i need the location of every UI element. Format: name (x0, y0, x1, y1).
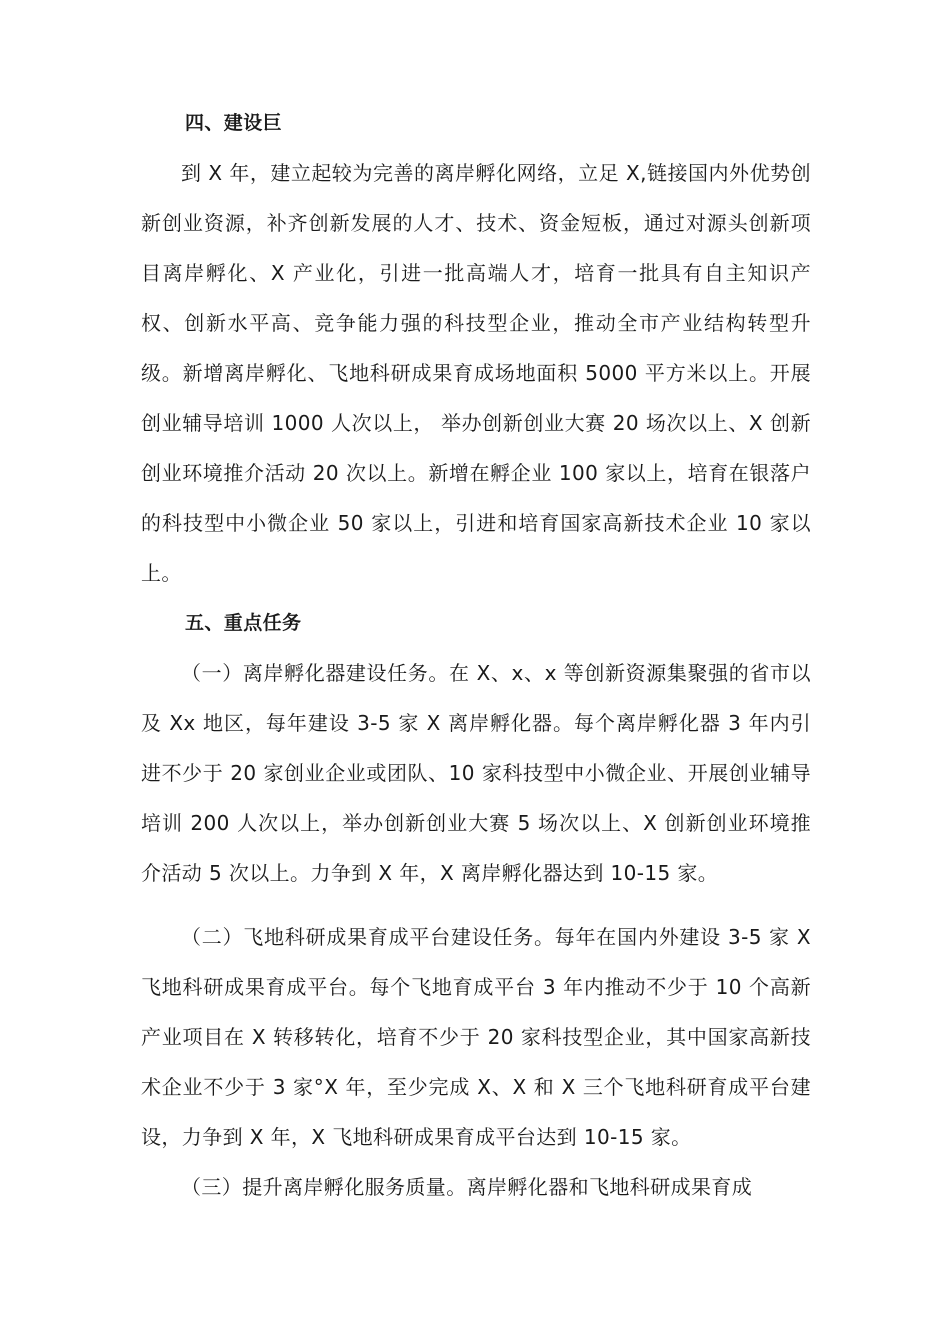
task-item-enclave-platform: （二）飞地科研成果育成平台建设任务。每年在国内外建设 3-5 家 X 飞地科研成果育成平台。每个飞地育成平台 3 年内推动不少于 10 个高新产业项目在 X 转移转化，培育不少于 20 家科技型企业，其中国家高新技术企业不少于 3 家°X 年，至少完成 X、X 和 X 三个飞地科研育成平台建设，力争到 X 年，X 飞地科研成果育成平台达到 10-15 家。 (141, 925, 811, 1149)
section-heading-construction-goals: 四、建设巨 (185, 112, 283, 134)
document-body (141, 98, 811, 1212)
section-heading-key-tasks: 五、重点任务 (185, 612, 302, 634)
section-paragraph-goals: 到 X 年，建立起较为完善的离岸孵化网络，立足 X,链接国内外优势创新创业资源，补齐创新发展的人才、技术、资金短板，通过对源头创新项目离岸孵化、X 产业化，引进一批高端人才，培育一批具有自主知识产权、创新水平高、竞争能力强的科技型企业，推动全市产业结构转型升级。新增离岸孵化、飞地科研成果育成场地面积 5000 平方米以上。开展创业辅导培训 1000 人次以上， 举办创新创业大赛 20 场次以上、X 创新创业环境推介活动 20 次以上。新增在孵企业 100 家以上，培育在银落户的科技型中小微企业 50 家以上，引进和培育国家高新技术企业 10 家以上。 (141, 161, 811, 585)
task-item-service-quality: （三）提升离岸孵化服务质量。离岸孵化器和飞地科研成果育成 (181, 1175, 753, 1199)
task-item-offshore-incubator: （一）离岸孵化器建设任务。在 X、x、x 等创新资源集聚强的省市以及 Xx 地区，每年建设 3-5 家 X 离岸孵化器。每个离岸孵化器 3 年内引进不少于 20 家创业企业或团队、10 家科技型中小微企业、开展创业辅导培训 200 人次以上，举办创新创业大赛 5 场次以上、X 创新创业环境推介活动 5 次以上。力争到 X 年，X 离岸孵化器达到 10-15 家。 (141, 661, 811, 885)
